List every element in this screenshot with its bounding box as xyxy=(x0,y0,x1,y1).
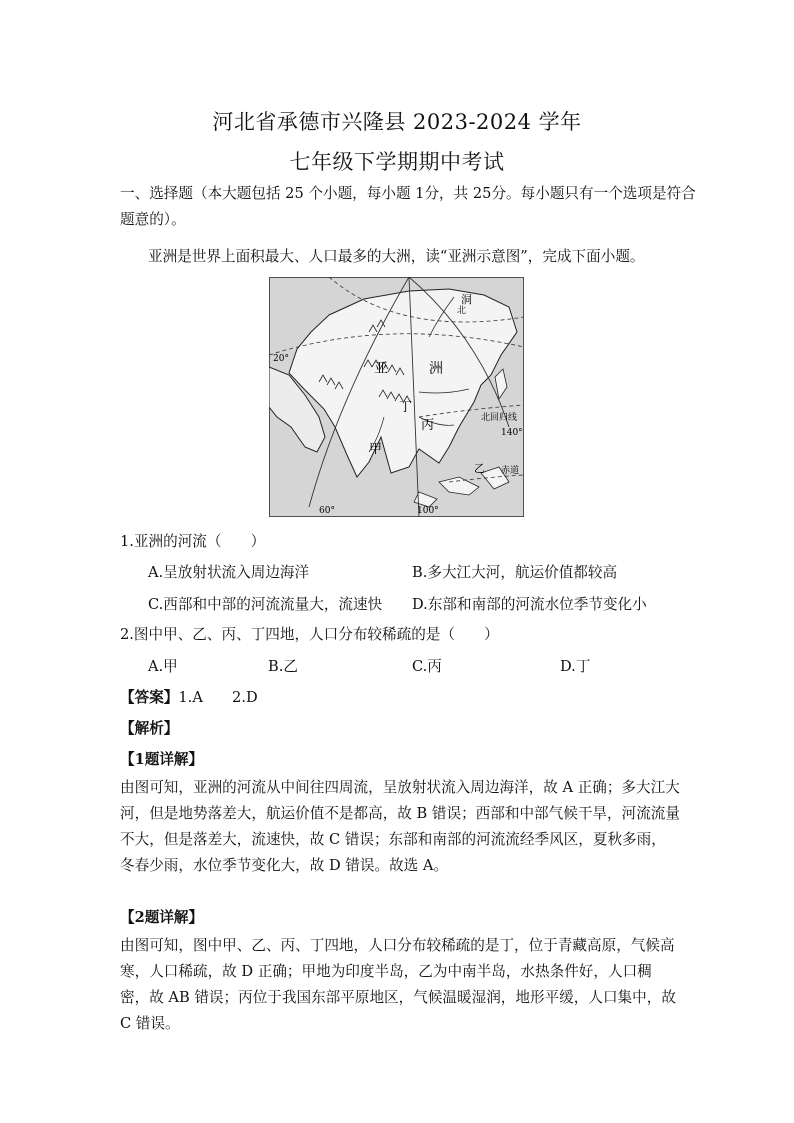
map-degree-20: 20° xyxy=(273,354,289,364)
map-label-ya: 亚 xyxy=(374,361,388,377)
q1-stem: 1.亚洲的河流（ ） xyxy=(120,533,266,550)
map-degree-140: 140° xyxy=(501,428,523,438)
map-label-jia: 甲 xyxy=(369,442,383,457)
section-heading-line1: 一、选择题（本大题包括 25 个小题，每小题 1分，共 25分。每小题只有一个选项是符合 xyxy=(120,185,696,202)
q2-option-a: A.甲 xyxy=(148,658,178,675)
analysis-label: 【解析】 xyxy=(120,720,179,737)
q2-stem: 2.图中甲、乙、丙、丁四地，人口分布较稀疏的是（ ） xyxy=(120,626,499,643)
map-label-zhou: 洲 xyxy=(429,361,443,377)
section-heading-line2: 题意的）。 xyxy=(120,211,186,228)
q1-option-a: A.呈放射状流入周边海洋 xyxy=(148,564,310,581)
map-label-equator: 赤道 xyxy=(501,466,520,476)
map-label-ding: 丁 xyxy=(399,400,413,415)
answer-label: 【答案】 xyxy=(120,689,179,706)
map-label-bing: 丙 xyxy=(421,418,435,433)
map-degree-60: 60° xyxy=(319,506,335,516)
page-title: 河北省承德市兴隆县 2023-2024 学年 xyxy=(212,110,582,134)
map-label-dong: 洞 xyxy=(461,293,472,306)
q1-option-c: C.西部和中部的河流流量大，流速快 xyxy=(148,596,383,613)
map-label-tropic: 北回归线 xyxy=(481,413,518,423)
q2-option-d: D.丁 xyxy=(560,658,591,675)
q1-option-b: B.多大江大河，航运价值都较高 xyxy=(412,564,618,581)
answer-line xyxy=(120,686,258,707)
detail2-text: 由图可知，图中甲、乙、丙、丁四地，人口分布较稀疏的是丁，位于青藏高原，气候高寒，人口稀疏，故 D 正确；甲地为印度半岛，乙为中南半岛，水热条件好，人口稠密，故 AB 错误；丙位于我国东部平原地区，气候温暖湿润，地形平缓，人口集中，故 C 错误。 xyxy=(120,937,676,1032)
q2-option-b: B.乙 xyxy=(268,658,298,675)
page-subtitle: 七年级下学期期中考试 xyxy=(289,150,505,174)
intro-text: 亚洲是世界上面积最大、人口最多的大洲，读“亚洲示意图”，完成下面小题。 xyxy=(148,248,645,265)
map-label-bei: 北 xyxy=(457,306,467,316)
map-label-yi: 乙 xyxy=(474,462,485,475)
detail1-text: 由图可知，亚洲的河流从中间往四周流，呈放射状流入周边海洋，故 A 正确；多大江大河，但是地势落差大，航运价值不是都高，故 B 错误；西部和中部气候干旱，河流流量不大，但是落差大，流速快，故 C 错误；东部和南部的河流流经季风区，夏秋多雨，冬春少雨，水位季节变化大，故 D 错误。故选 A。 xyxy=(120,779,680,874)
map-degree-100: 100° xyxy=(417,506,439,516)
detail1-label: 【1题详解】 xyxy=(120,751,204,768)
detail2-label: 【2题详解】 xyxy=(120,909,204,926)
q2-option-c: C.丙 xyxy=(412,658,442,675)
q1-option-d: D.东部和南部的河流水位季节变化小 xyxy=(412,596,647,613)
asia-map xyxy=(269,277,524,517)
answer-text: 1.A 2.D xyxy=(178,689,258,706)
